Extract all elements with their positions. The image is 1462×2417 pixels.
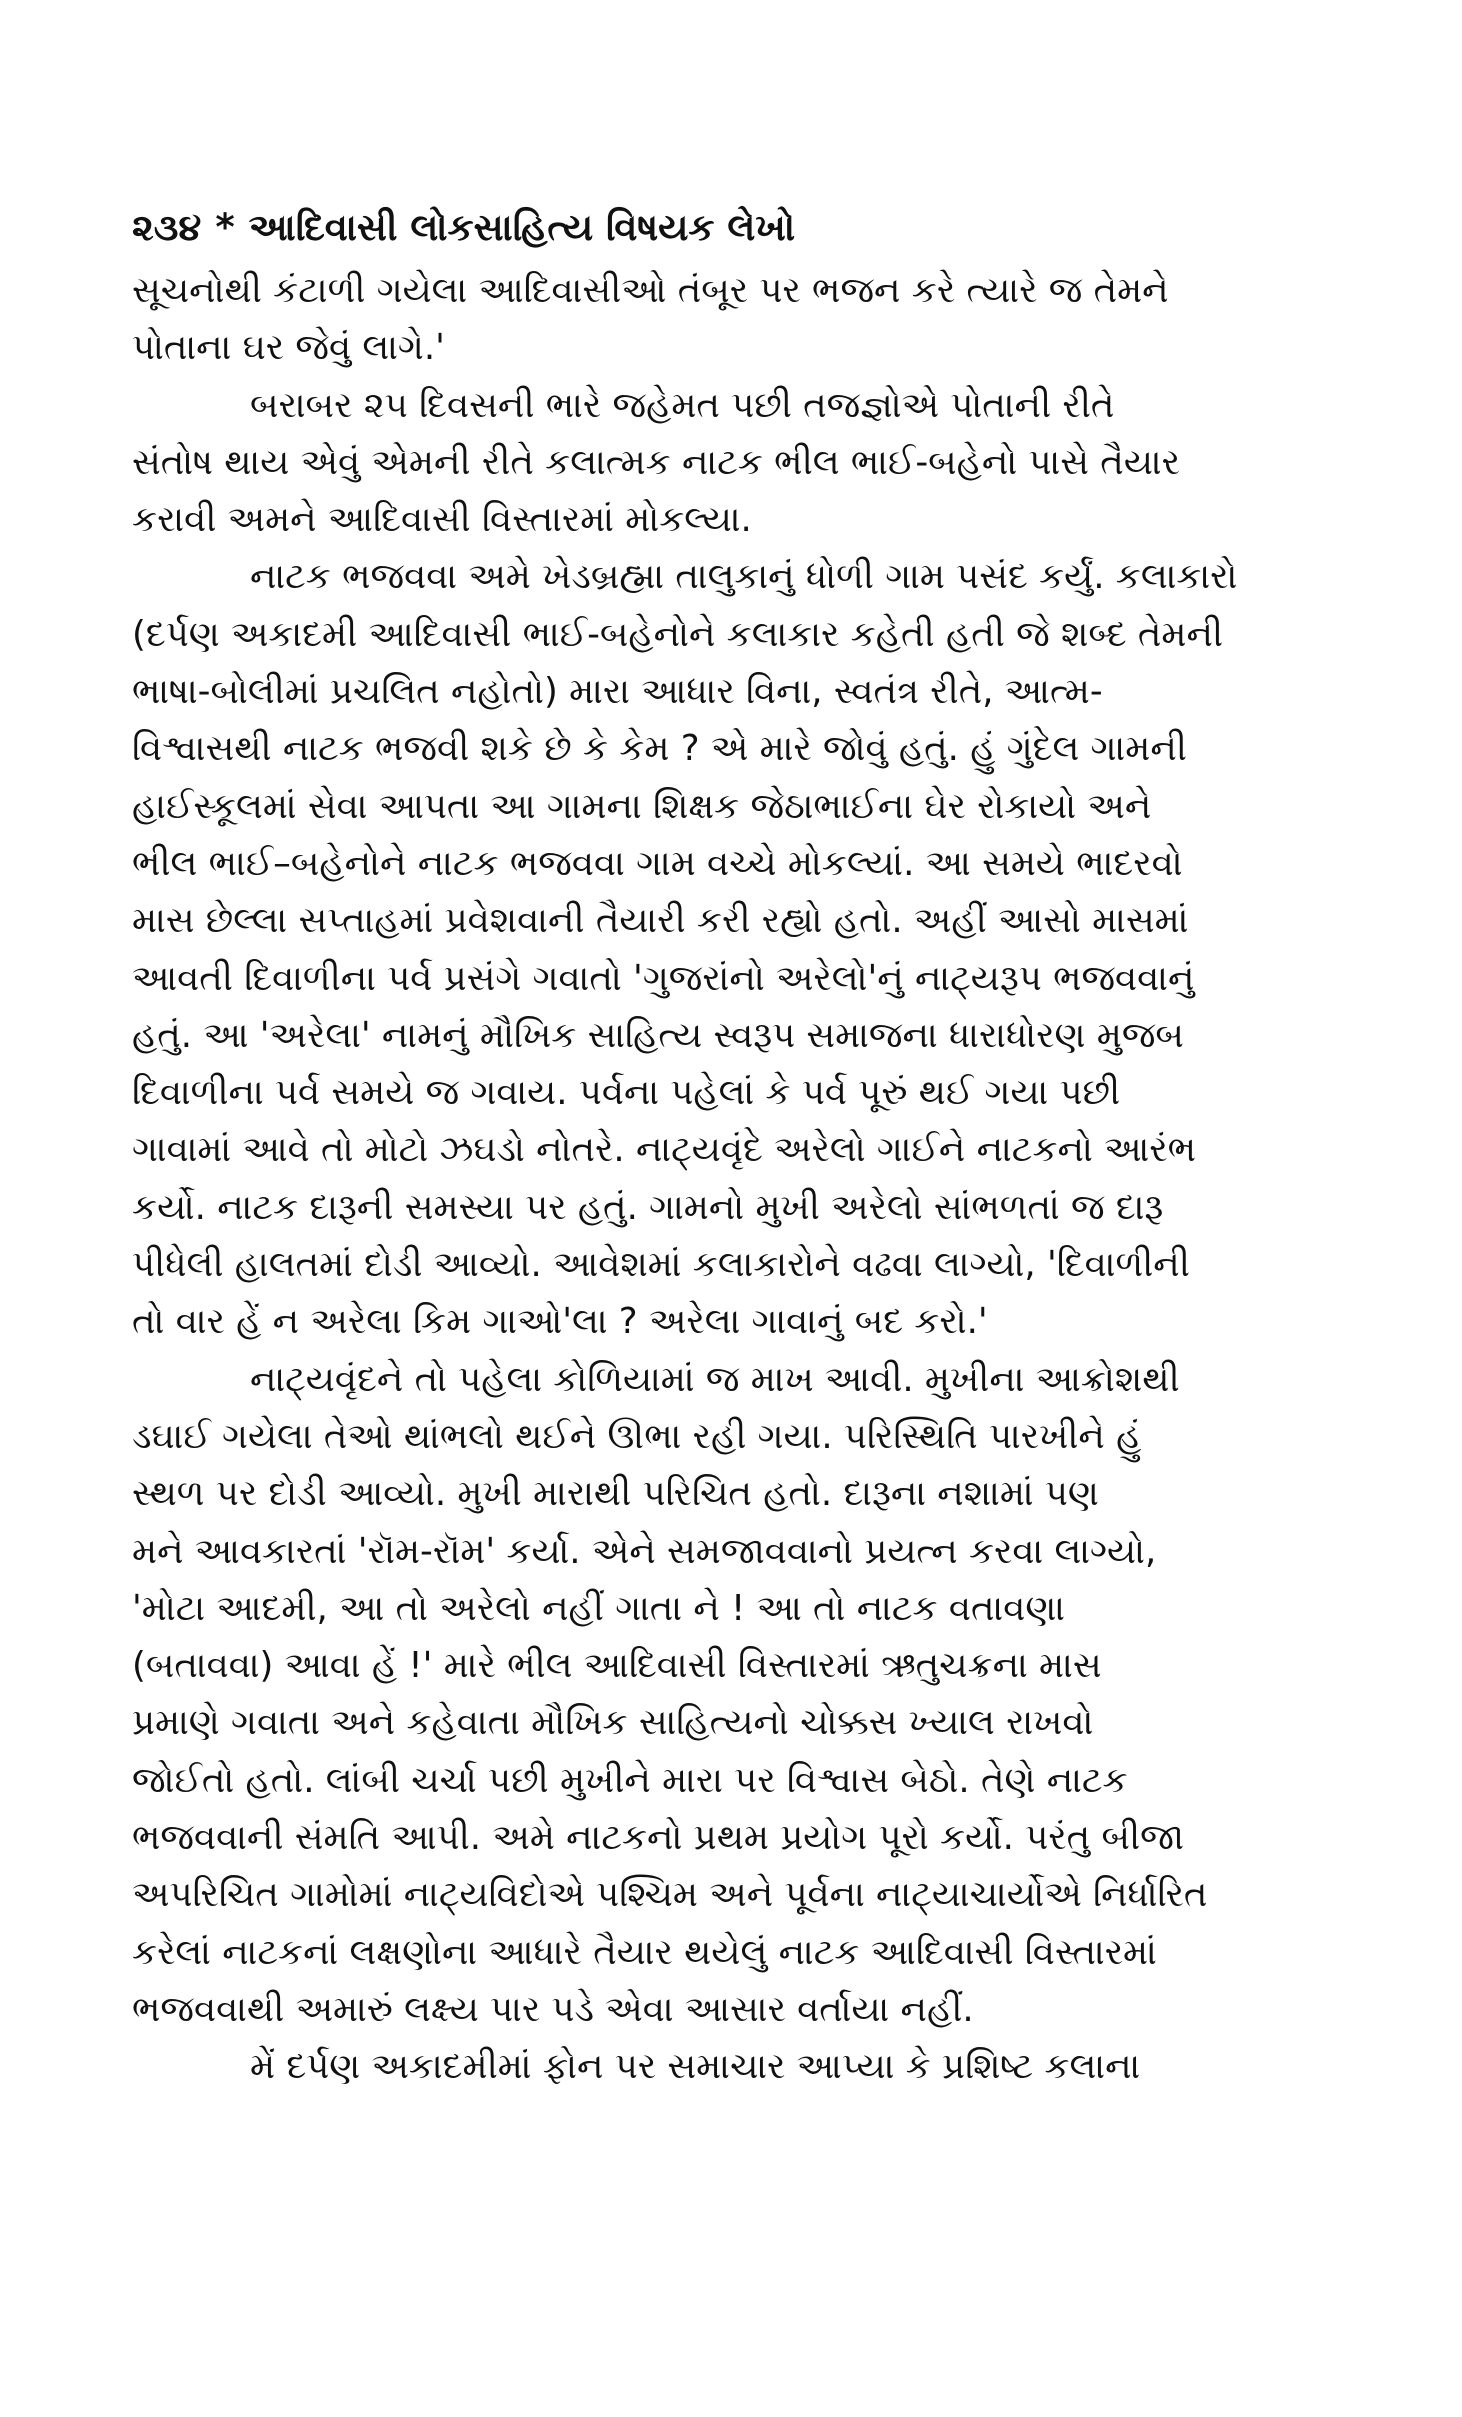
text-line: ભાષા-બોલીમાં પ્રચલિત નહોતો) મારા આધાર વિના, સ્વતંત્ર રીતે, આત્મ- [132, 671, 1103, 713]
text-line: કરાવી અમને આદિવાસી વિસ્તારમાં મોકલ્યા. [132, 499, 752, 541]
text-line: આવતી દિવાળીના પર્વ પ્રસંગે ગવાતો 'ગુજરાંનો અરેલો'નું નાટ્યરૂપ ભજવવાનું [132, 957, 1195, 999]
text-line: (દર્પણ અકાદમી આદિવાસી ભાઈ-બહેનોને કલાકાર કહેતી હતી જે શબ્દ તેમની [132, 613, 1224, 655]
text-line: કર્યો. નાટક દારૂની સમસ્યા પર હતું. ગામનો મુખી અરેલો સાંભળતાં જ દારૂ [132, 1186, 1164, 1228]
text-line: માસ છેલ્લા સપ્તાહમાં પ્રવેશવાની તૈયારી કરી રહ્યો હતો. અહીં આસો માસમાં [132, 900, 1189, 942]
text-line: ભજવવાની સંમતિ આપી. અમે નાટકનો પ્રથમ પ્રયોગ પૂરો કર્યો. પરંતુ બીજા [132, 1817, 1184, 1859]
running-header [132, 198, 795, 258]
text-line: જોઈતો હતો. લાંબી ચર્ચા પછી મુખીને મારા પર વિશ્વાસ બેઠો. તેણે નાટક [132, 1759, 1128, 1801]
running-title: આદિવાસી લોકસાહિત્ય વિષયક લેખો [248, 206, 796, 249]
text-line: નાટક ભજવવા અમે ખેડબ્રહ્મા તાલુકાનું ધોળી ગામ પસંદ કર્યું. કલાકારો [250, 556, 1238, 598]
text-line: કરેલાં નાટકનાં લક્ષણોના આધારે તૈયાર થયેલું નાટક આદિવાસી વિસ્તારમાં [132, 1931, 1157, 1973]
text-line: ડઘાઈ ગયેલા તેઓ થાંભલો થઈને ઊભા રહી ગયા. પરિસ્થિતિ પારખીને હું [132, 1415, 1142, 1457]
text-line: ભીલ ભાઈ–બહેનોને નાટક ભજવવા ગામ વચ્ચે મોકલ્યાં. આ સમયે ભાદરવો [132, 842, 1183, 884]
page-number: ૨૩૪ [132, 206, 202, 249]
text-line: દિવાળીના પર્વ સમયે જ ગવાય. પર્વના પહેલાં કે પર્વ પૂરું થઈ ગયા પછી [132, 1072, 1121, 1114]
text-line: બરાબર ૨૫ દિવસની ભારે જહેમત પછી તજજ્ઞોએ પોતાની રીતે [250, 384, 1115, 426]
text-line: સ્થળ પર દોડી આવ્યો. મુખી મારાથી પરિચિત હતો. દારૂના નશામાં પણ [132, 1473, 1099, 1515]
text-line: હતું. આ 'અરેલા' નામનું મૌખિક સાહિત્ય સ્વરૂપ સમાજના ધારાધોરણ મુજબ [132, 1014, 1184, 1056]
text-line: ભજવવાથી અમારું લક્ષ્ય પાર પડે એવા આસાર વર્તાયા નહીં. [132, 1988, 974, 2030]
text-line: સંતોષ થાય એવું એમની રીતે કલાત્મક નાટક ભીલ ભાઈ-બહેનો પાસે તૈયાર [132, 441, 1180, 483]
text-line: પીધેલી હાલતમાં દોડી આવ્યો. આવેશમાં કલાકારોને વઢવા લાગ્યો, 'દિવાળીની [132, 1244, 1190, 1286]
text-line: પ્રમાણે ગવાતા અને કહેવાતા મૌખિક સાહિત્યનો ચોક્કસ ખ્યાલ રાખવો [132, 1702, 1094, 1744]
body-text [132, 262, 1330, 2096]
text-line: હાઈસ્કૂલમાં સેવા આપતા આ ગામના શિક્ષક જેઠાભાઈના ઘેર રોકાયો અને [132, 785, 1152, 827]
text-line: 'મોટા આદમી, આ તો અરેલો નહીં ગાતા ને ! આ તો નાટક વતાવણા [132, 1587, 1065, 1629]
text-line: વિશ્વાસથી નાટક ભજવી શકે છે કે કેમ ? એ મારે જોવું હતું. હું ગુંદેલ ગામની [132, 728, 1187, 770]
text-line: તો વાર હેં ન અરેલા કિમ ગાઓ'લા ? અરેલા ગાવાનું બદ કરો.' [132, 1301, 988, 1343]
text-line: મને આવકારતાં 'રૉમ-રૉમ' કર્યા. એને સમજાવવાનો પ્રયત્ન કરવા લાગ્યો, [132, 1530, 1157, 1572]
text-line: મેં દર્પણ અકાદમીમાં ફોન પર સમાચાર આપ્યા કે પ્રશિષ્ટ કલાના [250, 2046, 1141, 2088]
text-line: પોતાના ઘર જેવું લાગે.' [132, 327, 445, 369]
header-separator-icon: * [215, 206, 235, 249]
text-line: અપરિચિત ગામોમાં નાટ્યવિદોએ પશ્ચિમ અને પૂર્વના નાટ્યાચાર્યોએ નિર્ધારિત [132, 1874, 1208, 1916]
text-line: નાટ્યવૃંદને તો પહેલા કોળિયામાં જ માખ આવી. મુખીના આક્રોશથી [250, 1358, 1180, 1400]
text-line: સૂચનોથી કંટાળી ગયેલા આદિવાસીઓ તંબૂર પર ભજન કરે ત્યારે જ તેમને [132, 270, 1169, 311]
text-line: ગાવામાં આવે તો મોટો ઝઘડો નોતરે. નાટ્યવૃંદે અરેલો ગાઈને નાટકનો આરંભ [132, 1129, 1197, 1171]
text-line: (બતાવવા) આવા હેં !' મારે ભીલ આદિવાસી વિસ્તારમાં ઋતુચક્રના માસ [132, 1645, 1102, 1687]
